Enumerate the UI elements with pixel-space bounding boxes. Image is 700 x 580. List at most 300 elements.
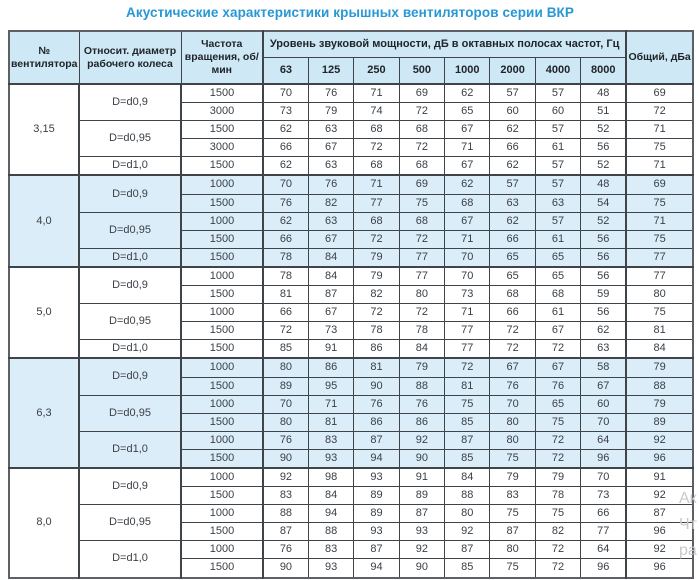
table-row (9, 157, 693, 176)
level-cell: 62 (581, 322, 626, 340)
level-cell: 66 (263, 230, 308, 248)
speed-cell: 1000 (181, 267, 263, 286)
level-cell: 78 (354, 322, 399, 340)
table-row (9, 175, 693, 194)
level-cell: 84 (308, 248, 353, 267)
table-row (9, 212, 693, 230)
level-cell: 93 (399, 523, 444, 541)
level-cell: 57 (535, 157, 580, 176)
level-cell: 56 (581, 267, 626, 286)
speed-cell: 1000 (181, 304, 263, 322)
total-cell: 77 (626, 267, 693, 286)
level-cell: 65 (535, 395, 580, 413)
level-cell: 87 (354, 541, 399, 559)
level-cell: 80 (263, 413, 308, 431)
level-cell: 92 (399, 541, 444, 559)
level-cell: 72 (399, 139, 444, 157)
level-cell: 72 (535, 541, 580, 559)
diameter-cell: D=d1,0 (79, 157, 181, 176)
speed-cell: 1000 (181, 358, 263, 377)
level-cell: 75 (490, 505, 535, 523)
diameter-cell: D=d0,95 (79, 212, 181, 248)
speed-cell: 1500 (181, 121, 263, 139)
header-freq-4000: 4000 (535, 58, 580, 85)
level-cell: 72 (490, 322, 535, 340)
level-cell: 80 (490, 431, 535, 449)
header-row-top (9, 31, 693, 58)
level-cell: 61 (535, 230, 580, 248)
total-cell: 92 (626, 541, 693, 559)
level-cell: 80 (490, 541, 535, 559)
speed-cell: 1500 (181, 523, 263, 541)
level-cell: 56 (581, 139, 626, 157)
speed-cell: 1500 (181, 449, 263, 468)
level-cell: 68 (354, 157, 399, 176)
level-cell: 66 (490, 139, 535, 157)
speed-cell: 1000 (181, 212, 263, 230)
level-cell: 57 (535, 84, 580, 103)
total-cell: 81 (626, 322, 693, 340)
level-cell: 70 (263, 84, 308, 103)
level-cell: 57 (490, 84, 535, 103)
level-cell: 78 (399, 322, 444, 340)
level-cell: 57 (535, 121, 580, 139)
level-cell: 67 (535, 322, 580, 340)
page-title: Акустические характеристики крышных вентиляторов серии ВКР (125, 5, 574, 20)
level-cell: 98 (308, 468, 353, 487)
level-cell: 52 (581, 212, 626, 230)
level-cell: 68 (399, 121, 444, 139)
level-cell: 70 (581, 468, 626, 487)
level-cell: 75 (490, 559, 535, 578)
speed-cell: 1500 (181, 248, 263, 267)
total-cell: 80 (626, 286, 693, 304)
table-row (9, 468, 693, 487)
level-cell: 61 (535, 139, 580, 157)
level-cell: 71 (354, 84, 399, 103)
total-cell: 79 (626, 358, 693, 377)
level-cell: 76 (308, 84, 353, 103)
level-cell: 76 (263, 541, 308, 559)
level-cell: 79 (399, 358, 444, 377)
level-cell: 67 (445, 212, 490, 230)
total-cell: 92 (626, 431, 693, 449)
level-cell: 84 (308, 487, 353, 505)
level-cell: 65 (490, 248, 535, 267)
level-cell: 66 (490, 304, 535, 322)
level-cell: 75 (399, 194, 444, 212)
level-cell: 79 (308, 103, 353, 121)
level-cell: 81 (263, 286, 308, 304)
level-cell: 72 (354, 139, 399, 157)
level-cell: 76 (263, 194, 308, 212)
level-cell: 68 (535, 286, 580, 304)
level-cell: 82 (535, 523, 580, 541)
level-cell: 56 (581, 248, 626, 267)
level-cell: 62 (263, 157, 308, 176)
level-cell: 76 (263, 431, 308, 449)
level-cell: 66 (581, 505, 626, 523)
diameter-cell: D=d1,0 (79, 340, 181, 359)
level-cell: 67 (445, 157, 490, 176)
level-cell: 63 (581, 340, 626, 359)
level-cell: 57 (535, 175, 580, 194)
speed-cell: 1000 (181, 395, 263, 413)
level-cell: 84 (308, 267, 353, 286)
level-cell: 66 (263, 304, 308, 322)
level-cell: 81 (354, 358, 399, 377)
level-cell: 80 (263, 358, 308, 377)
speed-cell: 1000 (181, 505, 263, 523)
level-cell: 93 (354, 468, 399, 487)
level-cell: 71 (445, 304, 490, 322)
level-cell: 67 (490, 358, 535, 377)
level-cell: 87 (445, 541, 490, 559)
level-cell: 62 (490, 212, 535, 230)
level-cell: 83 (490, 487, 535, 505)
level-cell: 76 (399, 395, 444, 413)
speed-cell: 1500 (181, 84, 263, 103)
level-cell: 79 (490, 468, 535, 487)
level-cell: 73 (581, 487, 626, 505)
table-row (9, 431, 693, 449)
level-cell: 71 (354, 175, 399, 194)
level-cell: 85 (445, 413, 490, 431)
level-cell: 71 (445, 139, 490, 157)
level-cell: 48 (581, 175, 626, 194)
table-row (9, 304, 693, 322)
speed-cell: 1500 (181, 286, 263, 304)
level-cell: 76 (535, 377, 580, 395)
level-cell: 67 (308, 139, 353, 157)
speed-cell: 1000 (181, 431, 263, 449)
level-cell: 84 (399, 340, 444, 359)
level-cell: 76 (308, 175, 353, 194)
acoustic-table (8, 30, 694, 579)
level-cell: 59 (581, 286, 626, 304)
total-cell: 75 (626, 194, 693, 212)
fan-size-cell: 5,0 (9, 267, 79, 358)
level-cell: 93 (308, 449, 353, 468)
level-cell: 67 (308, 230, 353, 248)
table-row (9, 358, 693, 377)
level-cell: 62 (263, 121, 308, 139)
level-cell: 65 (490, 267, 535, 286)
level-cell: 87 (263, 523, 308, 541)
level-cell: 66 (490, 230, 535, 248)
diameter-cell: D=d0,95 (79, 304, 181, 340)
level-cell: 92 (263, 468, 308, 487)
diameter-cell: D=d0,9 (79, 468, 181, 505)
total-cell: 88 (626, 377, 693, 395)
level-cell: 65 (445, 103, 490, 121)
level-cell: 82 (354, 286, 399, 304)
speed-cell: 1500 (181, 377, 263, 395)
total-cell: 84 (626, 340, 693, 359)
level-cell: 96 (581, 449, 626, 468)
speed-cell: 1500 (181, 413, 263, 431)
level-cell: 75 (445, 395, 490, 413)
table-row (9, 340, 693, 359)
level-cell: 72 (263, 322, 308, 340)
header-speed: Частота вращения, об/мин (181, 31, 263, 84)
speed-cell: 1500 (181, 322, 263, 340)
level-cell: 72 (535, 340, 580, 359)
watermark (679, 486, 700, 564)
level-cell: 88 (263, 505, 308, 523)
header-freq-8000: 8000 (581, 58, 626, 85)
level-cell: 75 (535, 413, 580, 431)
header-freq-2000: 2000 (490, 58, 535, 85)
level-cell: 76 (354, 395, 399, 413)
header-freq-1000: 1000 (445, 58, 490, 85)
level-cell: 56 (581, 304, 626, 322)
fan-size-cell: 3,15 (9, 84, 79, 175)
level-cell: 76 (490, 377, 535, 395)
level-cell: 63 (308, 157, 353, 176)
speed-cell: 1500 (181, 230, 263, 248)
speed-cell: 1500 (181, 157, 263, 176)
diameter-cell: D=d0,9 (79, 175, 181, 212)
level-cell: 73 (445, 286, 490, 304)
total-cell: 89 (626, 413, 693, 431)
level-cell: 89 (354, 505, 399, 523)
level-cell: 68 (490, 286, 535, 304)
total-cell: 69 (626, 175, 693, 194)
level-cell: 92 (399, 431, 444, 449)
header-freq-125: 125 (308, 58, 353, 85)
level-cell: 86 (308, 358, 353, 377)
table-row (9, 248, 693, 267)
level-cell: 77 (445, 340, 490, 359)
level-cell: 63 (535, 194, 580, 212)
level-cell: 87 (445, 431, 490, 449)
level-cell: 68 (399, 212, 444, 230)
level-cell: 86 (399, 413, 444, 431)
level-cell: 78 (263, 267, 308, 286)
total-cell: 96 (626, 449, 693, 468)
level-cell: 52 (581, 121, 626, 139)
level-cell: 71 (445, 230, 490, 248)
level-cell: 78 (263, 248, 308, 267)
level-cell: 77 (399, 267, 444, 286)
level-cell: 68 (445, 194, 490, 212)
total-cell: 71 (626, 121, 693, 139)
speed-cell: 3000 (181, 103, 263, 121)
level-cell: 51 (581, 103, 626, 121)
level-cell: 67 (535, 358, 580, 377)
level-cell: 83 (263, 487, 308, 505)
level-cell: 84 (445, 468, 490, 487)
level-cell: 60 (535, 103, 580, 121)
level-cell: 58 (581, 358, 626, 377)
level-cell: 77 (399, 248, 444, 267)
header-diameter: Относит. диаметр рабочего колеса (79, 31, 181, 84)
level-cell: 72 (535, 431, 580, 449)
level-cell: 68 (399, 157, 444, 176)
total-cell: 75 (626, 230, 693, 248)
level-cell: 90 (399, 559, 444, 578)
level-cell: 73 (263, 103, 308, 121)
level-cell: 70 (445, 267, 490, 286)
header-total: Общий, дБа (626, 31, 693, 84)
level-cell: 70 (445, 248, 490, 267)
level-cell: 90 (354, 377, 399, 395)
total-cell: 91 (626, 468, 693, 487)
level-cell: 56 (581, 230, 626, 248)
diameter-cell: D=d1,0 (79, 248, 181, 267)
level-cell: 70 (581, 413, 626, 431)
level-cell: 48 (581, 84, 626, 103)
level-cell: 96 (581, 559, 626, 578)
level-cell: 91 (399, 468, 444, 487)
level-cell: 69 (399, 175, 444, 194)
total-cell: 92 (626, 487, 693, 505)
level-cell: 93 (308, 559, 353, 578)
level-cell: 67 (445, 121, 490, 139)
header-fan-number: № вентилятора (9, 31, 79, 84)
level-cell: 63 (308, 212, 353, 230)
level-cell: 77 (445, 322, 490, 340)
level-cell: 72 (399, 304, 444, 322)
level-cell: 77 (581, 523, 626, 541)
watermark-line: Чт (679, 516, 697, 533)
level-cell: 88 (445, 487, 490, 505)
table-row (9, 267, 693, 286)
header-sound-power-group: Уровень звуковой мощности, дБ в октавных полосах частот, Гц (263, 31, 626, 58)
level-cell: 63 (490, 194, 535, 212)
level-cell: 89 (354, 487, 399, 505)
level-cell: 94 (308, 505, 353, 523)
level-cell: 83 (308, 541, 353, 559)
diameter-cell: D=d1,0 (79, 541, 181, 578)
level-cell: 88 (399, 377, 444, 395)
table-row (9, 395, 693, 413)
level-cell: 87 (490, 523, 535, 541)
total-cell: 75 (626, 304, 693, 322)
table-header (9, 31, 693, 84)
level-cell: 72 (354, 230, 399, 248)
total-cell: 71 (626, 212, 693, 230)
level-cell: 87 (399, 505, 444, 523)
total-cell: 77 (626, 248, 693, 267)
level-cell: 54 (581, 194, 626, 212)
diameter-cell: D=d0,95 (79, 505, 181, 541)
total-cell: 69 (626, 84, 693, 103)
fan-size-cell: 6,3 (9, 358, 79, 468)
level-cell: 85 (445, 449, 490, 468)
level-cell: 93 (354, 523, 399, 541)
level-cell: 65 (535, 248, 580, 267)
total-cell: 96 (626, 559, 693, 578)
speed-cell: 1500 (181, 340, 263, 359)
level-cell: 70 (263, 395, 308, 413)
total-cell: 75 (626, 139, 693, 157)
total-cell: 87 (626, 505, 693, 523)
level-cell: 52 (581, 157, 626, 176)
level-cell: 77 (354, 194, 399, 212)
level-cell: 91 (308, 340, 353, 359)
level-cell: 80 (399, 286, 444, 304)
level-cell: 64 (581, 541, 626, 559)
level-cell: 70 (263, 175, 308, 194)
level-cell: 72 (399, 103, 444, 121)
level-cell: 82 (308, 194, 353, 212)
level-cell: 79 (354, 267, 399, 286)
speed-cell: 1500 (181, 487, 263, 505)
speed-cell: 1000 (181, 468, 263, 487)
level-cell: 86 (354, 413, 399, 431)
level-cell: 69 (399, 84, 444, 103)
fan-size-cell: 4,0 (9, 175, 79, 266)
level-cell: 90 (263, 449, 308, 468)
level-cell: 62 (445, 84, 490, 103)
table-row (9, 84, 693, 103)
level-cell: 70 (490, 395, 535, 413)
level-cell: 63 (308, 121, 353, 139)
total-cell: 96 (626, 523, 693, 541)
level-cell: 62 (445, 175, 490, 194)
speed-cell: 1500 (181, 559, 263, 578)
level-cell: 67 (581, 377, 626, 395)
level-cell: 86 (354, 340, 399, 359)
total-cell: 72 (626, 103, 693, 121)
level-cell: 60 (490, 103, 535, 121)
diameter-cell: D=d0,9 (79, 84, 181, 121)
level-cell: 64 (581, 431, 626, 449)
level-cell: 61 (535, 304, 580, 322)
speed-cell: 1000 (181, 541, 263, 559)
level-cell: 94 (354, 449, 399, 468)
level-cell: 57 (490, 175, 535, 194)
level-cell: 72 (535, 449, 580, 468)
table-row (9, 541, 693, 559)
table-row (9, 121, 693, 139)
total-cell: 79 (626, 395, 693, 413)
level-cell: 62 (263, 212, 308, 230)
diameter-cell: D=d0,95 (79, 395, 181, 431)
level-cell: 72 (399, 230, 444, 248)
level-cell: 66 (263, 139, 308, 157)
level-cell: 71 (308, 395, 353, 413)
level-cell: 90 (263, 559, 308, 578)
level-cell: 67 (308, 304, 353, 322)
fan-size-cell: 8,0 (9, 468, 79, 578)
watermark-line: Ак (679, 490, 697, 507)
header-freq-250: 250 (354, 58, 399, 85)
level-cell: 72 (445, 358, 490, 377)
diameter-cell: D=d0,95 (79, 121, 181, 157)
level-cell: 72 (354, 304, 399, 322)
level-cell: 83 (308, 431, 353, 449)
diameter-cell: D=d0,9 (79, 358, 181, 395)
level-cell: 75 (535, 505, 580, 523)
diameter-cell: D=d1,0 (79, 431, 181, 468)
level-cell: 88 (308, 523, 353, 541)
level-cell: 72 (535, 559, 580, 578)
level-cell: 65 (535, 267, 580, 286)
table-row (9, 505, 693, 523)
level-cell: 85 (445, 559, 490, 578)
level-cell: 92 (445, 523, 490, 541)
speed-cell: 3000 (181, 139, 263, 157)
header-freq-500: 500 (399, 58, 444, 85)
level-cell: 89 (399, 487, 444, 505)
level-cell: 79 (535, 468, 580, 487)
level-cell: 79 (354, 248, 399, 267)
level-cell: 78 (535, 487, 580, 505)
level-cell: 57 (535, 212, 580, 230)
